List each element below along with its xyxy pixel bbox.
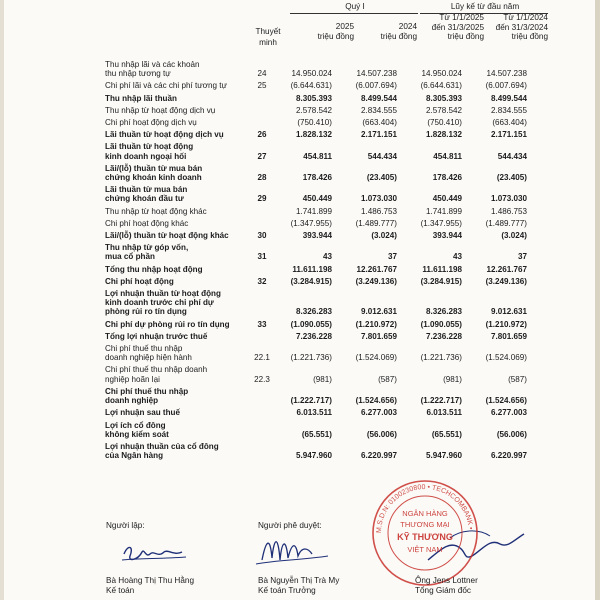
statement-row — [105, 60, 532, 78]
row-value: 1.828.132 — [295, 130, 332, 140]
row-note: 24 — [257, 69, 267, 79]
row-value: 450.449 — [302, 194, 332, 204]
col-header-q1-2024 — [354, 22, 417, 41]
row-label-line: Lãi/(lỗ) thuần từ mua bán — [105, 163, 203, 173]
row-value: 393.944 — [432, 231, 462, 241]
statement-row — [105, 341, 532, 362]
row-label-line: Lãi/(lỗ) thuần từ hoạt động khác — [105, 231, 229, 241]
row-value: (750.410) — [427, 118, 462, 128]
row-value: (1.489.777) — [485, 218, 527, 228]
row-value: 9.012.631 — [360, 307, 397, 317]
row-value: 6.220.997 — [490, 451, 527, 461]
row-value: 2.578.542 — [425, 105, 462, 115]
director-position: Tổng Giám đốc — [415, 586, 471, 595]
row-value: (663.404) — [492, 118, 527, 128]
row-value: (3.024) — [501, 231, 527, 241]
row-value: 2.171.151 — [490, 130, 527, 140]
row-label-line: không kiểm soát — [105, 429, 169, 439]
row-label-line: Lãi thuần từ hoạt động — [105, 142, 194, 152]
row-value: (1.090.055) — [420, 319, 462, 329]
preparer-block — [106, 576, 194, 596]
row-value: 454.811 — [433, 151, 462, 161]
row-label-line: Lãi thuần từ hoạt động dịch vụ — [105, 130, 224, 140]
row-label-line: chứng khoán kinh doanh — [105, 173, 202, 183]
row-label — [105, 384, 252, 405]
row-label — [105, 262, 252, 274]
row-label-line: Thu nhập từ hoạt động dịch vụ — [105, 105, 216, 115]
row-label — [105, 60, 252, 78]
preparer-signature — [120, 540, 190, 566]
row-label-line: kinh doanh ngoại hối — [105, 151, 187, 161]
row-label-line: Chi phí hoạt động — [105, 276, 174, 286]
col-header-line: đến 31/3/2024 — [495, 22, 548, 32]
row-value: (65.551) — [431, 429, 462, 439]
seal-ring-text: M.S.D.N: 0100230800 • TECHCOMBANK • — [375, 483, 474, 534]
row-value: (3.024) — [371, 231, 397, 241]
row-note: 33 — [257, 319, 267, 329]
row-value: 11.611.198 — [292, 264, 332, 274]
row-value: (3.284.915) — [420, 276, 462, 286]
statement-row — [105, 286, 532, 317]
row-value: 178.426 — [432, 173, 462, 183]
row-value: (1.221.736) — [290, 353, 332, 363]
row-note: 22.3 — [254, 374, 270, 384]
col-header-line: 2024 — [398, 22, 417, 31]
row-note: 22.1 — [254, 353, 270, 363]
row-label — [105, 439, 252, 460]
row-value: 2.578.542 — [295, 105, 332, 115]
row-value: (750.410) — [297, 118, 332, 128]
row-label — [105, 103, 252, 115]
seal-line: NGÂN HÀNG — [402, 509, 448, 518]
col-header-line: triệu đồng — [380, 31, 417, 41]
income-statement-table — [105, 60, 532, 460]
row-label — [105, 329, 252, 341]
row-value: (1.524.069) — [485, 353, 527, 363]
row-value: 7.236.228 — [425, 331, 462, 341]
row-label — [105, 115, 252, 127]
statement-row — [105, 362, 532, 383]
row-label — [105, 341, 252, 362]
row-value: 12.261.767 — [356, 264, 397, 274]
row-value: (1.090.055) — [290, 319, 332, 329]
row-value: (65.551) — [301, 429, 332, 439]
row-value: (1.489.777) — [355, 218, 397, 228]
row-label-line: thu nhập tương tự — [105, 69, 171, 79]
row-label-line: Tổng thu nhập hoạt động — [105, 264, 203, 274]
row-label — [105, 139, 252, 160]
row-label-line: Chi phí thuế thu nhập — [105, 386, 189, 396]
row-value: 7.801.659 — [490, 331, 527, 341]
row-value: 9.012.631 — [490, 307, 527, 317]
row-value: 8.499.544 — [360, 93, 397, 103]
seal-line: VIỆT NAM — [407, 545, 443, 554]
statement-row — [105, 439, 532, 460]
row-label — [105, 127, 252, 139]
statement-row — [105, 384, 532, 405]
row-note — [252, 91, 272, 103]
row-label-line: phòng rủi ro tín dụng — [105, 307, 187, 317]
row-value: 1.486.753 — [490, 206, 527, 216]
col-header-line: Từ 1/1/2024 — [503, 13, 548, 22]
row-value: (23.405) — [496, 173, 527, 183]
row-note — [252, 286, 272, 317]
row-note: 26 — [257, 130, 267, 140]
row-label-line: doanh nghiệp — [105, 396, 159, 406]
statement-row — [105, 240, 532, 261]
row-value: (587) — [378, 374, 397, 384]
row-label-line: Chi phí dự phòng rủi ro tín dụng — [105, 319, 230, 329]
row-value: (1.221.736) — [420, 353, 462, 363]
col-header-line: triệu đồng — [511, 32, 548, 41]
col-header-line: Từ 1/1/2025 — [439, 13, 484, 22]
row-label-line: Thu nhập từ góp vốn, — [105, 243, 189, 253]
row-label-line: Chi phí hoạt động dịch vụ — [105, 118, 197, 128]
row-note — [252, 439, 272, 460]
statement-row — [105, 204, 532, 216]
row-label — [105, 362, 252, 383]
row-note — [252, 115, 272, 127]
row-value: 1.741.899 — [425, 206, 462, 216]
row-value: (6.007.694) — [355, 81, 397, 91]
row-value: 178.426 — [302, 173, 332, 183]
row-value: (23.405) — [366, 173, 397, 183]
row-value: 7.801.659 — [360, 331, 397, 341]
row-note: 29 — [257, 194, 267, 204]
note-column-header — [250, 26, 286, 48]
row-value: (1.524.069) — [355, 353, 397, 363]
row-value: (6.644.631) — [290, 81, 332, 91]
statement-row — [105, 274, 532, 286]
row-value: 5.947.960 — [295, 451, 332, 461]
row-value: 6.220.997 — [360, 451, 397, 461]
row-label-line: kinh doanh trước chi phí dự — [105, 298, 214, 308]
statement-row — [105, 139, 532, 160]
row-value: 1.486.753 — [360, 206, 397, 216]
row-label — [105, 274, 252, 286]
row-value: 1.741.899 — [295, 206, 332, 216]
row-value: 11.611.198 — [422, 264, 462, 274]
director-block — [415, 576, 478, 596]
row-label-line: Chi phí hoạt động khác — [105, 218, 189, 228]
row-value: 8.499.544 — [490, 93, 527, 103]
row-label-line: Tổng lợi nhuận trước thuế — [105, 331, 208, 341]
row-value: (587) — [508, 374, 527, 384]
row-note: 25 — [257, 81, 267, 91]
row-note — [252, 262, 272, 274]
row-value: (1.222.717) — [290, 396, 332, 406]
statement-row — [105, 103, 532, 115]
row-value: (1.347.955) — [420, 218, 462, 228]
preparer-name: Bà Hoàng Thị Thu Hằng — [106, 576, 194, 585]
seal-line: KỸ THƯƠNG — [397, 532, 453, 542]
statement-row — [105, 78, 532, 90]
statement-row — [105, 115, 532, 127]
row-label-line: Lãi thuần từ mua bán — [105, 185, 188, 195]
row-value: (1.524.656) — [355, 396, 397, 406]
row-value: 14.950.024 — [421, 69, 462, 79]
row-label-line: của Ngân hàng — [105, 451, 164, 461]
row-value: (663.404) — [362, 118, 397, 128]
row-value: (6.644.631) — [420, 81, 462, 91]
row-label — [105, 216, 252, 228]
seal-line: THƯƠNG MẠI — [400, 520, 450, 529]
row-label-line: Lợi nhuận thuần từ hoạt động — [105, 289, 221, 299]
row-label — [105, 317, 252, 329]
row-value: 6.277.003 — [490, 408, 527, 418]
row-value: 14.507.238 — [356, 69, 397, 79]
row-value: 37 — [387, 252, 397, 262]
row-label-line: Lợi nhuận thuần của cổ đông — [105, 441, 219, 451]
row-value: (1.210.972) — [355, 319, 397, 329]
row-value: 1.073.030 — [490, 194, 527, 204]
row-value: 450.449 — [432, 194, 462, 204]
approver-name: Bà Nguyễn Thị Trà My — [258, 576, 340, 585]
preparer-position: Kế toán — [106, 586, 135, 595]
row-label — [105, 228, 252, 240]
row-label-line: doanh nghiệp hiện hành — [105, 353, 192, 363]
row-note: 31 — [257, 252, 267, 262]
row-value: (3.249.136) — [355, 276, 397, 286]
row-value: (3.284.915) — [290, 276, 332, 286]
row-value: 1.828.132 — [425, 130, 462, 140]
row-value: 2.834.555 — [360, 105, 397, 115]
row-label — [105, 286, 252, 317]
row-value: 8.305.393 — [425, 93, 462, 103]
row-value: 7.236.228 — [295, 331, 332, 341]
row-value: (56.006) — [496, 429, 527, 439]
row-value: (6.007.694) — [485, 81, 527, 91]
row-label-line: Chi phí thuế thu nhập doanh — [105, 365, 208, 375]
col-header-line: triệu đồng — [317, 31, 354, 41]
row-label — [105, 91, 252, 103]
row-value: 5.947.960 — [425, 451, 462, 461]
row-value: 14.507.238 — [486, 69, 527, 79]
row-note: 28 — [257, 173, 267, 183]
row-note: 32 — [257, 276, 267, 286]
row-label — [105, 204, 252, 216]
row-value: (3.249.136) — [485, 276, 527, 286]
col-header-ytd-2024 — [484, 13, 548, 42]
row-label-line: Chi phí lãi và các chi phí tương tự — [105, 81, 227, 91]
col-header-line: đến 31/3/2025 — [431, 22, 484, 32]
row-value: 6.277.003 — [360, 408, 397, 418]
row-value: 43 — [452, 252, 462, 262]
approver-signature — [252, 530, 332, 572]
row-value: 393.944 — [302, 231, 332, 241]
row-value: (981) — [313, 374, 332, 384]
row-label — [105, 78, 252, 90]
col-header-ytd-2025 — [420, 13, 484, 42]
row-value: 43 — [322, 252, 332, 262]
approver-position: Kế toán Trưởng — [258, 586, 316, 595]
row-value: 12.261.767 — [486, 264, 527, 274]
note-header-text: Thuyết minh — [255, 27, 281, 47]
row-value: (981) — [443, 374, 462, 384]
row-note: 27 — [257, 151, 267, 161]
row-label-line: Lợi nhuận sau thuế — [105, 408, 181, 418]
row-value: (1.524.656) — [485, 396, 527, 406]
row-label — [105, 405, 252, 417]
statement-row — [105, 228, 532, 240]
row-label-line: chứng khoán đầu tư — [105, 194, 184, 204]
row-value: 544.434 — [497, 151, 527, 161]
row-value: (1.222.717) — [420, 396, 462, 406]
col-header-line: 2025 — [335, 22, 354, 31]
row-label — [105, 418, 252, 439]
row-value: 2.171.151 — [360, 130, 397, 140]
approver-title: Người phê duyệt: — [258, 521, 322, 530]
row-label-line: Chi phí thuế thu nhập — [105, 344, 183, 354]
preparer-title: Người lập: — [106, 521, 145, 530]
statement-row — [105, 216, 532, 228]
statement-row — [105, 182, 532, 203]
row-value: 6.013.511 — [296, 408, 332, 418]
row-value: 2.834.555 — [490, 105, 527, 115]
row-label-line: nghiệp hoãn lại — [105, 374, 160, 384]
row-value: 8.305.393 — [295, 93, 332, 103]
row-note — [252, 329, 272, 341]
company-seal — [370, 478, 480, 588]
quarter-header: Quý I — [345, 2, 365, 11]
statement-row — [105, 262, 532, 274]
row-value: 14.950.024 — [291, 69, 332, 79]
row-label — [105, 240, 252, 261]
row-note — [252, 418, 272, 439]
row-label — [105, 161, 252, 182]
approver-block — [258, 576, 339, 596]
page-right-edge — [595, 0, 600, 600]
row-label-line: Thu nhập lãi thuần — [105, 93, 177, 103]
row-label-line: mua cổ phần — [105, 252, 155, 262]
quarter-header-rule — [290, 13, 418, 14]
row-label-line: Thu nhập từ hoạt động khác — [105, 206, 207, 216]
row-note — [252, 204, 272, 216]
row-value: 6.013.511 — [426, 408, 462, 418]
statement-row — [105, 161, 532, 182]
ytd-header: Lũy kế từ đầu năm — [450, 2, 520, 11]
director-name: Ông Jens Lottner — [415, 576, 478, 585]
row-value: (1.210.972) — [485, 319, 527, 329]
statement-row — [105, 405, 532, 417]
statement-row — [105, 91, 532, 103]
row-value: 454.811 — [303, 151, 332, 161]
row-note — [252, 103, 272, 115]
row-note — [252, 405, 272, 417]
row-value: 8.326.283 — [425, 307, 462, 317]
col-header-q1-2025 — [290, 22, 354, 41]
row-label — [105, 182, 252, 203]
col-header-line: triệu đồng — [447, 32, 484, 41]
row-note — [252, 216, 272, 228]
row-value: 8.326.283 — [295, 307, 332, 317]
row-value: 37 — [517, 252, 527, 262]
row-value: 544.434 — [367, 151, 397, 161]
row-label-line: Thu nhập lãi và các khoản — [105, 60, 200, 69]
page-left-edge — [0, 0, 4, 600]
statement-row — [105, 329, 532, 341]
row-note — [252, 384, 272, 405]
statement-row — [105, 127, 532, 139]
row-label-line: Lợi ích cổ đông — [105, 420, 166, 430]
row-value: (1.347.955) — [290, 218, 332, 228]
statement-row — [105, 418, 532, 439]
row-value: (56.006) — [366, 429, 397, 439]
statement-row — [105, 317, 532, 329]
row-value: 1.073.030 — [360, 194, 397, 204]
row-note: 30 — [257, 231, 267, 241]
